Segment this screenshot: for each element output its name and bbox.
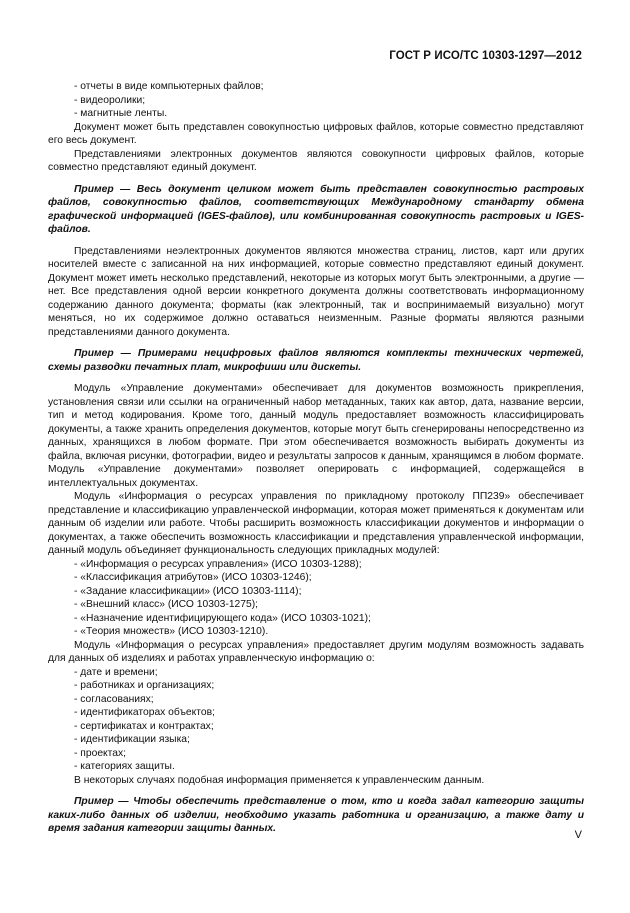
list-item: - отчеты в виде компьютерных файлов; bbox=[74, 81, 264, 92]
list-item: - «Теория множеств» (ИСО 10303-1210). bbox=[74, 626, 269, 637]
list-item: - «Классификация атрибутов» (ИСО 10303-1246); bbox=[74, 572, 312, 583]
list-item: - категориях защиты. bbox=[74, 761, 175, 772]
paragraph: Представлениями электронных документов являются совокупности цифровых файлов, которые совместно представляют единый документ. bbox=[48, 148, 584, 173]
list-item: - «Задание классификации» (ИСО 10303-1114); bbox=[74, 585, 302, 597]
example-note: Пример — Весь документ целиком может быть представлен совокупностью растровых файлов, совокупностью файлов, соответствующих Международному стандарту обмена графической информацией (IGES-файлов), или комбинированная совокупность растровых и IGES-файлов. bbox=[48, 183, 584, 235]
list-item: - дате и времени; bbox=[74, 666, 158, 678]
example-note: Пример — Примерами нецифровых файлов являются комплекты технических чертежей, схемы разводки печатных плат, микрофиши или дискеты. bbox=[48, 348, 584, 373]
list-item: - видеоролики; bbox=[74, 94, 146, 106]
list-item: - «Внешний класс» (ИСО 10303-1275); bbox=[74, 599, 259, 610]
paragraph: Модуль «Информация о ресурсах управления по прикладному протоколу ПП239» обеспечивает представление и классификацию управленческой информации, которая может применяться к документам или данным об изделии или работе. Чтобы расширить возможность классификации документов и информации о документах, а также обеспечить возможность классификации и представления управленческой информации, данный модуль объединяет функциональность следующих прикладных модулей: bbox=[48, 491, 584, 556]
paragraph: Документ может быть представлен совокупностью цифровых файлов, которые совместно представляют его весь документ. bbox=[48, 121, 584, 146]
list-item: - «Назначение идентифицирующего кода» (ИСО 10303-1021); bbox=[74, 612, 371, 624]
list-item: - «Информация о ресурсах управления» (ИСО 10303-1288); bbox=[74, 558, 362, 570]
list-item: - идентификации языка; bbox=[74, 734, 190, 745]
page-number: V bbox=[574, 829, 582, 841]
list-item: - работниках и организациях; bbox=[74, 680, 215, 691]
example-note: Пример — Чтобы обеспечить представление о том, кто и когда задал категорию защиты каких-либо данных об изделии, необходимо указать работника и организацию, а также дату и время задания категории защиты данных. bbox=[48, 796, 584, 834]
list-item: - сертификатах и контрактах; bbox=[74, 720, 214, 732]
page-content bbox=[48, 80, 584, 844]
paragraph: Представлениями неэлектронных документов являются множества страниц, листов, карт или других носителей вместе с записанной на них информацией, которые совместно представляют единый документ. Документ может иметь несколько представлений, некоторые из которых могут быть электронными, а другие — нет. Все представления одной версии конкретного документа должны соответствовать информационному содержанию данного документа; форматы (как электронный, так и воспринимаемый визуально) могут меняться, но их содержимое должно оставаться неизменным. Разные форматы являются разными представлениями данного документа. bbox=[48, 245, 584, 338]
list-item: - согласованиях; bbox=[74, 693, 154, 705]
paragraph: В некоторых случаях подобная информация применяется к управленческим данным. bbox=[74, 774, 485, 786]
list-item: - магнитные ленты. bbox=[74, 108, 168, 119]
document-header: ГОСТ Р ИСО/ТС 10303-1297—2012 bbox=[389, 50, 582, 62]
paragraph: Модуль «Информация о ресурсах управления» предоставляет другим модулям возможность задавать для данных об изделиях и работах управленческую информацию о: bbox=[48, 639, 584, 664]
list-item: - проектах; bbox=[74, 747, 127, 759]
paragraph: Модуль «Управление документами» обеспечивает для документов возможность прикрепления, установления связи или ссылки на ограниченный набор метаданных, таких как автор, дата, название версии, тип и метод кодирования. Кроме того, данный модуль предоставляет возможность классифицировать документы, а также хранить определения документов, которые могут быть сгенерированы непосредственно из данных, хранящихся в любом формате. При этом обеспечивается возможность выбирать документы из файла, включая рисунки, фотографии, видео и результаты запросов к данным, хранящимся в любом формате. Модуль «Управление документами» позволяет оперировать с информацией, содержащейся в интеллектуальных документах. bbox=[48, 383, 584, 489]
list-item: - идентификаторах объектов; bbox=[74, 707, 215, 718]
